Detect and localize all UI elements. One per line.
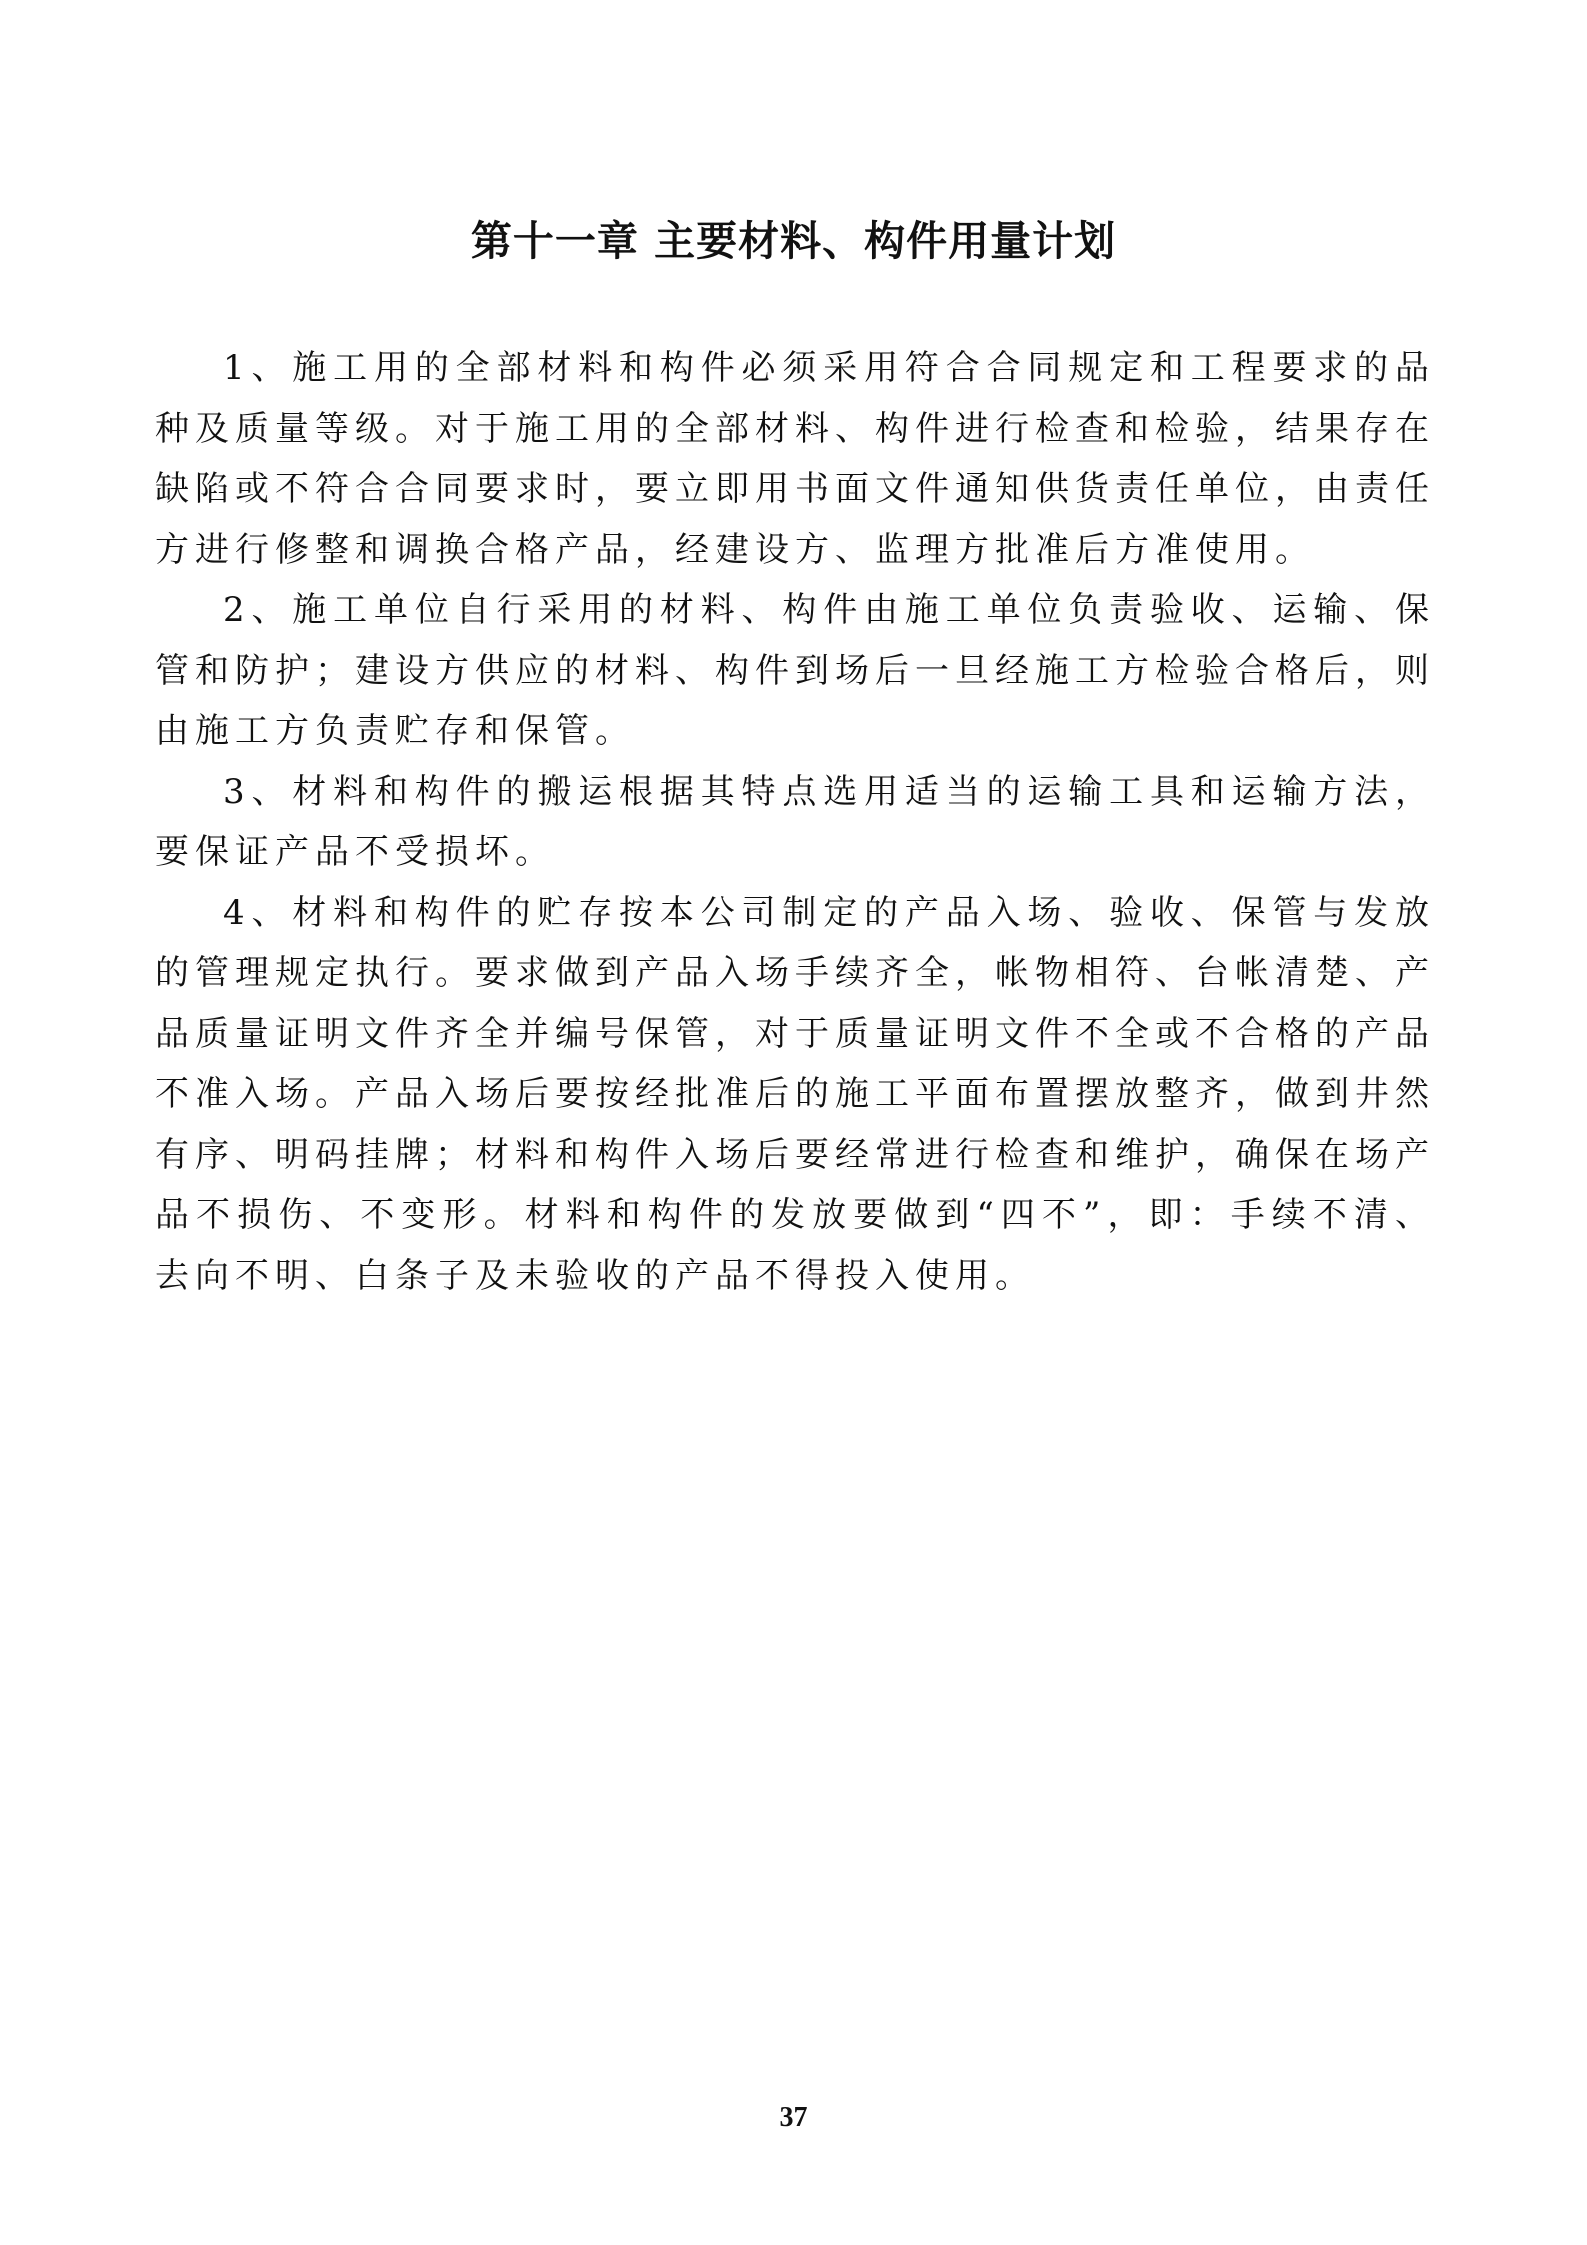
paragraph-1: 1、施工用的全部材料和构件必须采用符合合同规定和工程要求的品种及质量等级。对于施工用的全部材料、构件进行检查和检验，结果存在缺陷或不符合合同要求时，要立即用书面文件通知供货责任单位，由责任方进行修整和调换合格产品，经建设方、监理方批准后方准使用。 (155, 348, 1435, 570)
chapter-title: 第十一章 主要材料、构件用量计划 (470, 217, 1117, 265)
body-text (155, 338, 1435, 1306)
page-number: 37 (779, 2102, 808, 2133)
paragraph-2: 2、施工单位自行采用的材料、构件由施工单位负责验收、运输、保管和防护；建设方供应的材料、构件到场后一旦经施工方检验合格后，则由施工方负责贮存和保管。 (155, 590, 1435, 751)
paragraph-4: 4、材料和构件的贮存按本公司制定的产品入场、验收、保管与发放的管理规定执行。要求做到产品入场手续齐全，帐物相符、台帐清楚、产品质量证明文件齐全并编号保管，对于质量证明文件不全或不合格的产品不准入场。产品入场后要按经批准后的施工平面布置摆放整齐，做到井然有序、明码挂牌；材料和构件入场后要经常进行检查和维护，确保在场产品不损伤、不变形。材料和构件的发放要做到“四不”，即：手续不清、去向不明、白条子及未验收的产品不得投入使用。 (155, 892, 1435, 1296)
paragraph-3: 3、材料和构件的搬运根据其特点选用适当的运输工具和运输方法，要保证产品不受损坏。 (155, 771, 1435, 872)
